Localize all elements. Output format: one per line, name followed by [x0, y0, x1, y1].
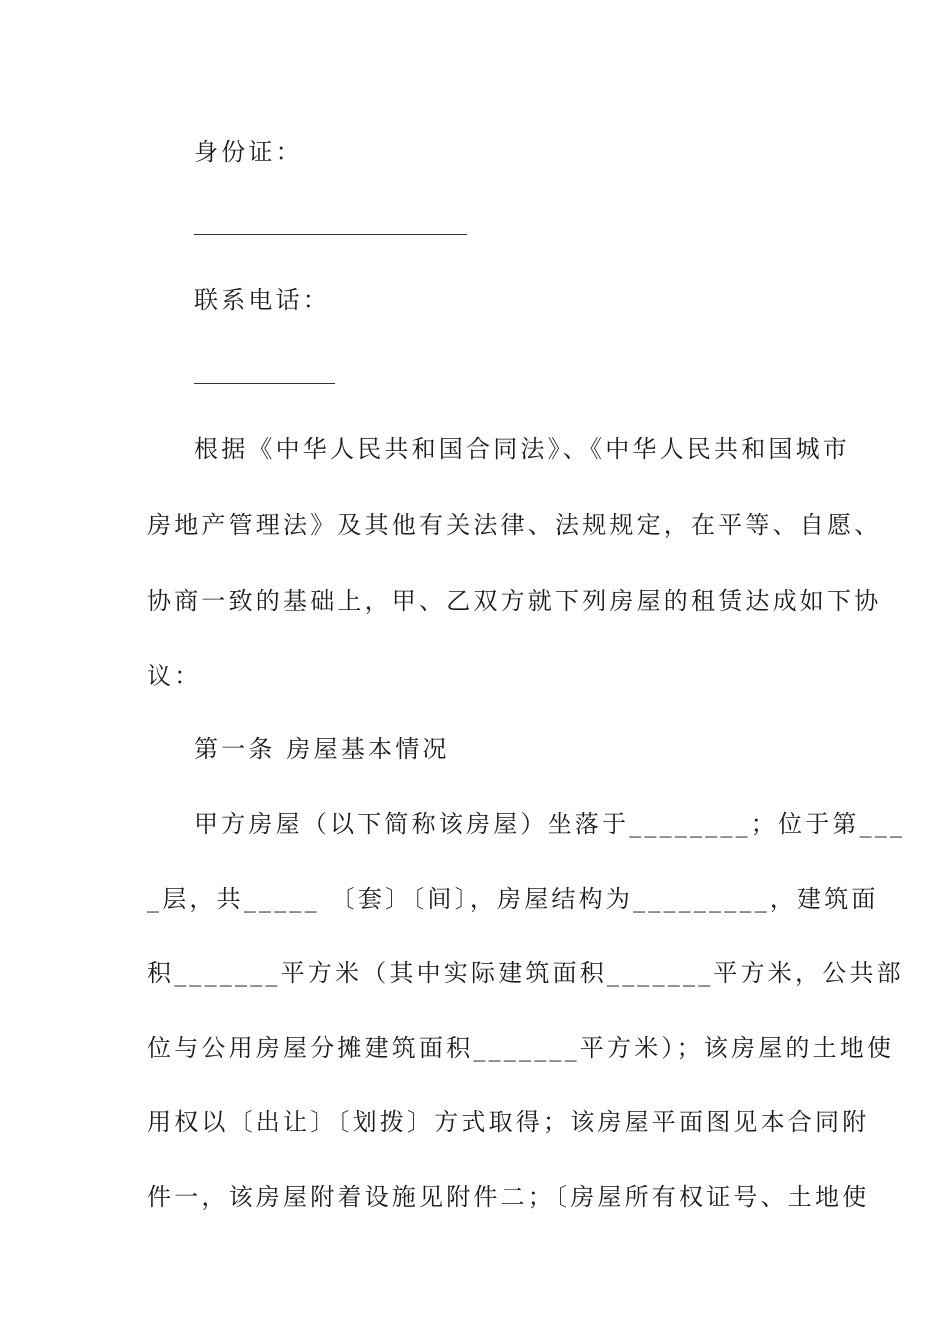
article-title: 第一条 房屋基本情况 [194, 735, 450, 763]
paragraph-line: 根据《中华人民共和国合同法》、《中华人民共和国城市 [194, 435, 850, 463]
paragraph-line: 积_______平方米（其中实际建筑面积_______平方米，公共部 [147, 959, 904, 987]
paragraph-line: 位与公用房屋分摊建筑面积_______平方米）；该房屋的土地使 [147, 1034, 895, 1062]
paragraph-line: _层，共_____ 〔套〕〔间〕，房屋结构为_________，建筑面 [147, 885, 879, 913]
id-card-label: 身份证： [194, 138, 303, 166]
paragraph-line: 协商一致的基础上，甲、乙双方就下列房屋的租赁达成如下协 [147, 587, 882, 615]
paragraph-line: 房地产管理法》及其他有关法律、法规规定，在平等、自愿、 [147, 511, 882, 539]
paragraph-line: 甲方房屋（以下简称该房屋）坐落于________；位于第___ [194, 810, 906, 838]
phone-blank [194, 383, 335, 384]
id-card-blank [194, 234, 467, 235]
paragraph-line: 用权以〔出让〕〔划拨〕方式取得；该房屋平面图见本合同附 [147, 1108, 870, 1136]
paragraph-line: 件一，该房屋附着设施见附件二；〔房屋所有权证号、土地使 [147, 1183, 870, 1211]
paragraph-line: 议： [147, 662, 202, 690]
phone-label: 联系电话： [194, 286, 330, 314]
